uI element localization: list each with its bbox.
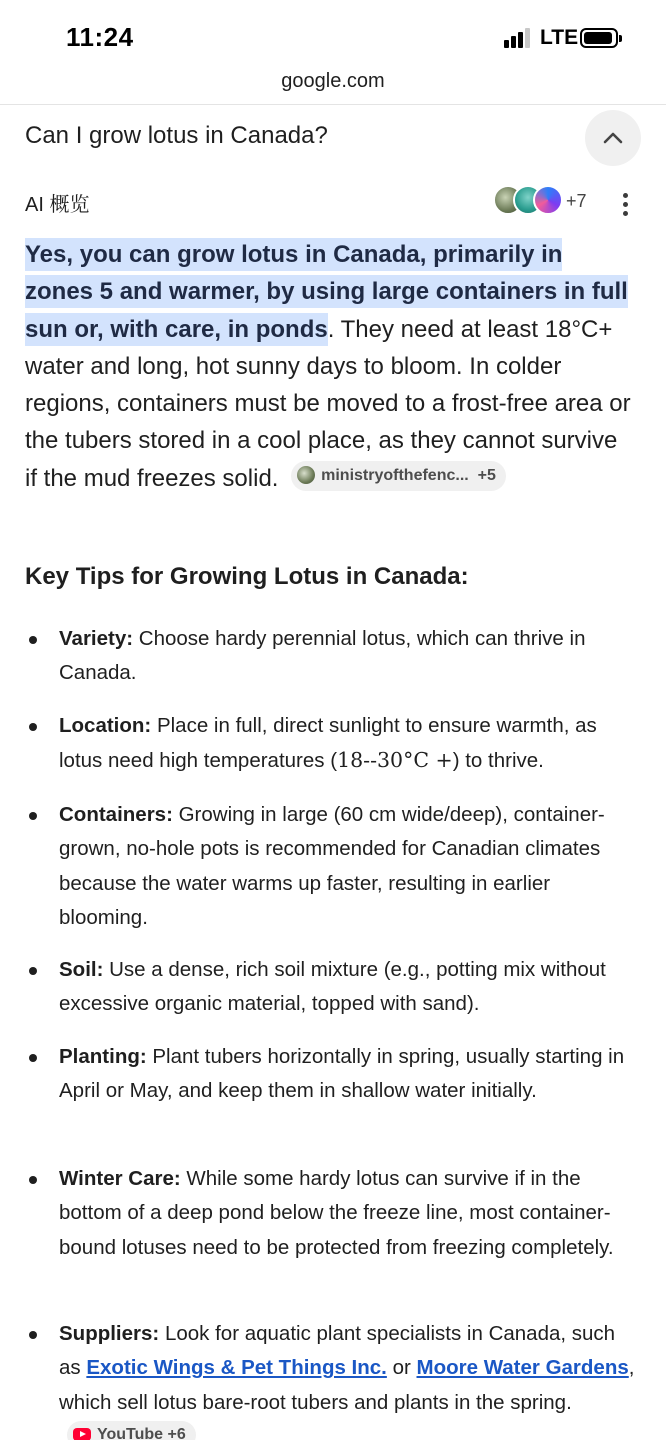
- bullet-icon: [29, 1054, 37, 1062]
- list-item: [25, 1040, 635, 1109]
- tip-text: While some hardy lotus can survive if in the bottom of a deep pond below the freeze line, most container-bound lotuses need to be protected from freezing completely.: [59, 1167, 614, 1259]
- bullet-icon: [29, 636, 37, 644]
- tip-label: Containers:: [59, 803, 173, 826]
- source-favicon-icon: [297, 466, 315, 484]
- source-avatars[interactable]: [493, 185, 569, 217]
- url-bar[interactable]: google.com: [281, 70, 385, 92]
- tip-label: Planting:: [59, 1045, 147, 1068]
- list-item: [25, 1162, 635, 1265]
- tip-label: Soil:: [59, 958, 104, 981]
- list-item: [25, 953, 635, 1022]
- collapse-button[interactable]: [585, 110, 641, 166]
- answer-text: . They need at least 18°C+ water and long, hot sunny days to bloom. In colder regions, containers must be moved to a frost-free area or the tubers stored in a cool place, as they cannot survive if the mud freezes solid.: [25, 315, 631, 492]
- tip-text: Growing in large (60 cm wide/deep), container-grown, no-hole pots is recommended for Canadian climates because the water warms up faster, resulting in earlier blooming.: [59, 803, 605, 929]
- tip-text: Use a dense, rich soil mixture (e.g., potting mix without excessive organic material, topped with sand).: [59, 958, 606, 1016]
- status-bar: [0, 0, 666, 70]
- tip-text: Plant tubers horizontally in spring, usually starting in April or May, and keep them in shallow water initially.: [59, 1045, 625, 1103]
- supplier-link-exotic-wings[interactable]: Exotic Wings & Pet Things Inc.: [86, 1356, 387, 1380]
- bullet-icon: [29, 1331, 37, 1339]
- tip-label: Location:: [59, 714, 152, 737]
- tip-text: ) to thrive.: [452, 749, 544, 773]
- source-chip-more: +6: [167, 1426, 186, 1440]
- tip-text: or: [386, 1356, 417, 1380]
- source-chip-label: YouTube: [97, 1426, 164, 1440]
- sources-more-count[interactable]: +7: [566, 191, 587, 211]
- list-item: [25, 622, 635, 691]
- search-question: Can I grow lotus in Canada?: [25, 122, 328, 149]
- tip-label: Suppliers:: [59, 1322, 160, 1345]
- source-chip[interactable]: [291, 461, 506, 491]
- bullet-icon: [29, 812, 37, 820]
- youtube-icon: [73, 1428, 91, 1440]
- source-chip-more: +5: [477, 467, 496, 485]
- tip-text: Choose hardy perennial lotus, which can thrive in Canada.: [59, 627, 586, 685]
- source-avatar: [533, 185, 563, 215]
- battery-icon: [580, 28, 618, 48]
- bullet-icon: [29, 967, 37, 975]
- supplier-link-moore-water-gardens[interactable]: Moore Water Gardens: [416, 1356, 629, 1380]
- tip-label: Variety:: [59, 627, 134, 650]
- list-item: [25, 1317, 635, 1440]
- signal-icon: [504, 28, 534, 48]
- tip-text: Look for aquatic plant specialists in Canada, such as: [59, 1322, 616, 1380]
- section-heading: Key Tips for Growing Lotus in Canada:: [25, 563, 469, 590]
- divider: [0, 104, 666, 105]
- tip-text: , which sell lotus bare-root tubers and plants in the spring.: [59, 1356, 635, 1414]
- network-type: LTE: [540, 26, 579, 49]
- list-item: [25, 709, 635, 779]
- answer-highlight: Yes, you can grow lotus in Canada, primarily in zones 5 and warmer, by using large containers in full sun or, with care, in ponds: [25, 238, 628, 346]
- source-chip[interactable]: [67, 1421, 196, 1440]
- chevron-up-icon: [601, 127, 625, 149]
- ai-answer: [25, 236, 635, 497]
- tip-text: Place in full, direct sunlight to ensure warmth, as lotus need high temperatures (: [59, 714, 597, 773]
- more-vert-icon[interactable]: [622, 193, 630, 217]
- tip-label: Winter Care:: [59, 1167, 181, 1190]
- clock: 11:24: [66, 22, 134, 52]
- list-item: [25, 798, 635, 935]
- tip-formula: 18--30°C +: [337, 748, 453, 773]
- bullet-icon: [29, 1176, 37, 1184]
- ai-overview-label: AI 概览: [25, 194, 90, 216]
- source-chip-label: ministryofthefenc...: [321, 467, 469, 485]
- bullet-icon: [29, 723, 37, 731]
